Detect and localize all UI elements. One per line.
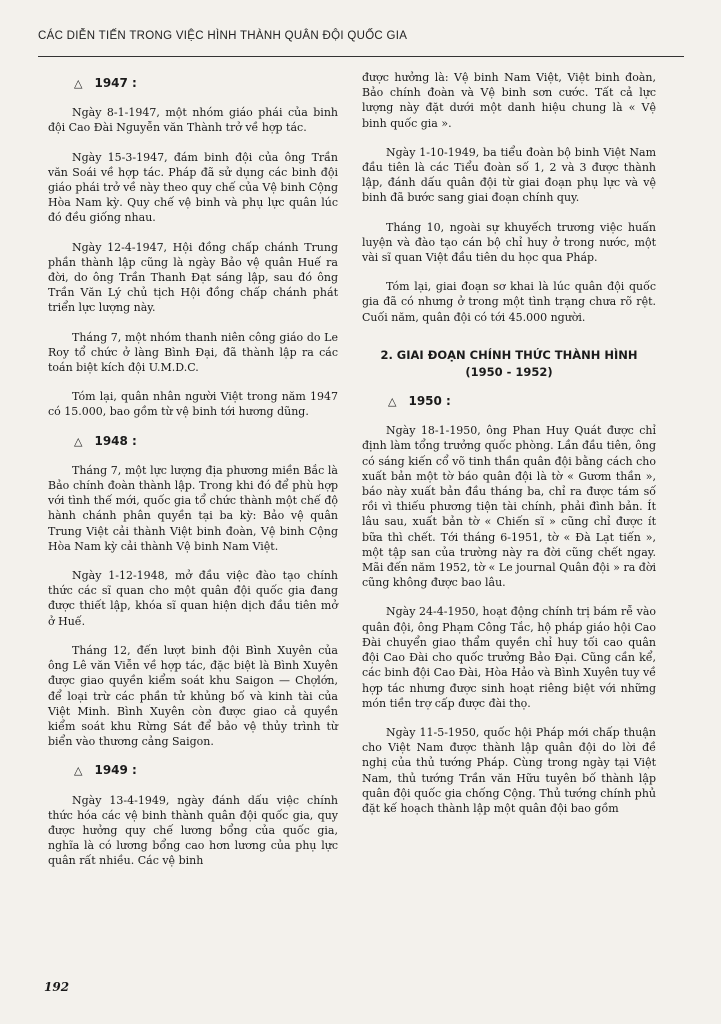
paragraph: Ngày 15-3-1947, đám binh đội của ông Trần văn Soái về hợp tác. Pháp đã sử dụng các binh đội giáo phái trở về này theo quy chế của Vệ binh Cộng Hòa Nam kỳ. Quy chế vệ binh và phụ lực quân lúc đó đều giống nhau.	[48, 150, 338, 225]
paragraph: Ngày 1-12-1948, mở đầu việc đào tạo chính thức các sĩ quan cho một quân đội quốc gia đang được thiết lập, khóa sĩ quan hiện dịch đầu tiên mở ở Huế.	[48, 569, 338, 628]
paragraph: Ngày 8-1-1947, một nhóm giáo phái của binh đội Cao Đài Nguyễn văn Thành trở về hợp tác.	[48, 106, 338, 135]
paragraph: Ngày 12-4-1947, Hội đồng chấp chánh Trung phần thành lập cũng là ngày Bảo vệ quân Huế ra đời, do ông Trần Thanh Đạt sáng lập, sau đó ông Trần Văn Lý chủ tịch Hội đồng chấp chánh phát triển lực lượng này.	[48, 240, 338, 315]
paragraph: Tháng 10, ngoài sự khuyếch trương việc huấn luyện và đào tạo cán bộ chỉ huy ở trong nước, một vài sĩ quan Việt đầu tiên du học qua Pháp.	[362, 220, 656, 265]
year-heading-1947: △ 1947 :	[74, 76, 137, 90]
right-column	[362, 70, 656, 830]
paragraph: Tóm lại, giai đoạn sơ khai là lúc quân đội quốc gia đã có nhưng ở trong một tình trạng chưa rõ rệt. Cuối năm, quân đội có tới 45.000 người.	[362, 280, 656, 324]
section-title: 2. GIAI ĐOẠN CHÍNH THỨC THÀNH HÌNH	[380, 347, 638, 362]
paragraph: được hưởng là: Vệ binh Nam Việt, Việt binh đoàn, Bảo chính đoàn và Vệ binh sơn cước. Tất cả lực lượng này đặt dưới một danh hiệu chung là « Vệ binh quốc gia ».	[362, 71, 656, 130]
year-heading-1949: △ 1949 :	[74, 763, 137, 778]
paragraph: Tháng 12, đến lượt binh đội Bình Xuyên của ông Lê văn Viễn về hợp tác, đặc biệt là Bình Xuyên được giao quyền kiểm soát khu Saigon — Chợlớn, để loại trừ các phần tử khủng bố và kinh tài của Việt Minh. Bình Xuyên còn được giao cả quyền kiểm soát khu Rừng Sát để bảo vệ thủy trình từ biển vào thương cảng Saigon.	[48, 643, 338, 749]
paragraph: Ngày 24-4-1950, hoạt động chính trị bám rễ vào quân đội, ông Phạm Công Tắc, hộ pháp giáo hội Cao Đài chuyển giao thẩm quyền chỉ huy tối cao quân đội Cao Đài cho quốc trưởng Bảo Đại. Cũng cần kể, các binh đội Cao Đài, Hòa Hảo và Bình Xuyên tuy về hợp tác nhưng được sinh hoạt riêng biệt với những món tiền trợ cấp được đài thọ.	[362, 605, 656, 710]
paragraph: Tháng 7, một lực lượng địa phương miền Bắc là Bảo chính đoàn thành lập. Trong khi đó để phù hợp với tình thế mới, quốc gia tổ chức thành một chế độ hành chánh phân quyền tại ba kỳ: Bảo vệ quân Trung Việt cải thành Việt binh đoàn, Vệ binh Cộng Hòa Nam kỳ cải thành Vệ binh Nam Việt.	[48, 463, 338, 553]
paragraph: Ngày 11-5-1950, quốc hội Pháp mới chấp thuận cho Việt Nam được thành lập quân đội do lời đề nghị của thủ tướng Pháp. Cùng trong ngày tại Việt Nam, thủ tướng Trần văn Hữu tuyên bố thành lập quân đội quốc gia chống Cộng. Thủ tướng chính phủ đặt kế hoạch thành lập một quân đội bao gồm	[362, 725, 656, 815]
triangle-icon: △	[74, 434, 83, 448]
triangle-icon: △	[74, 77, 83, 90]
triangle-icon: △	[388, 395, 397, 409]
running-header: CÁC DIỄN TIẾN TRONG VIỆC HÌNH THÀNH QUÂN ĐỘI QUỐC GIA	[38, 30, 408, 42]
paragraph: Tháng 7, một nhóm thanh niên công giáo do Le Roy tổ chức ở làng Bình Đại, đã thành lập ra các toán biệt kích đội U.M.D.C.	[48, 330, 338, 375]
year-heading-1948: △ 1948 :	[74, 433, 137, 448]
paragraph: Ngày 13-4-1949, ngày đánh dấu việc chính thức hóa các vệ binh thành quân đội quốc gia, quy được hưởng quy chế lương bổng của quốc gia, nghĩa là có lương bổng cao hơn lương của phụ lực quân rất nhiều. Các vệ binh	[48, 793, 338, 868]
paragraph: Ngày 1-10-1949, ba tiểu đoàn bộ binh Việt Nam đầu tiên là các Tiểu đoàn số 1, 2 và 3 được thành lập, đánh dấu quân đội từ giai đoạn phụ lực và vệ binh đã bước sang giai đoạn chính quy.	[362, 145, 656, 205]
section-subtitle: (1950 - 1952)	[465, 364, 553, 379]
page-number: 192	[44, 980, 70, 994]
left-column	[48, 66, 338, 883]
triangle-icon: △	[74, 764, 83, 778]
header-rule	[38, 56, 684, 57]
year-heading-1950: △ 1950 :	[388, 394, 451, 409]
paragraph: Ngày 18-1-1950, ông Phan Huy Quát được chỉ định làm tổng trưởng quốc phòng. Lần đầu tiên, ông có sáng kiến cổ võ tinh thần quân đội bằng cách cho xuất bản một tờ báo quân đội là tờ « Gươm thần », báo này xuất bản đầu tháng ba, chỉ ra được tám số rồi vì thiếu phương tiện tài chính, phải đình bản. Ít lâu sau, xuất bản tờ « Chiến sĩ » cũng chỉ được ít bữa thì chết. Tới tháng 6-1951, tờ « Đà Lạt tiến », một tập san của trường này ra đời cũng chết ngay. Mãi đến năm 1952, tờ « Le journal Quân đội » ra đời cũng không được bao lâu.	[362, 424, 656, 590]
paragraph: Tóm lại, quân nhân người Việt trong năm 1947 có 15.000, bao gồm từ vệ binh tới hương dũng.	[48, 390, 338, 419]
